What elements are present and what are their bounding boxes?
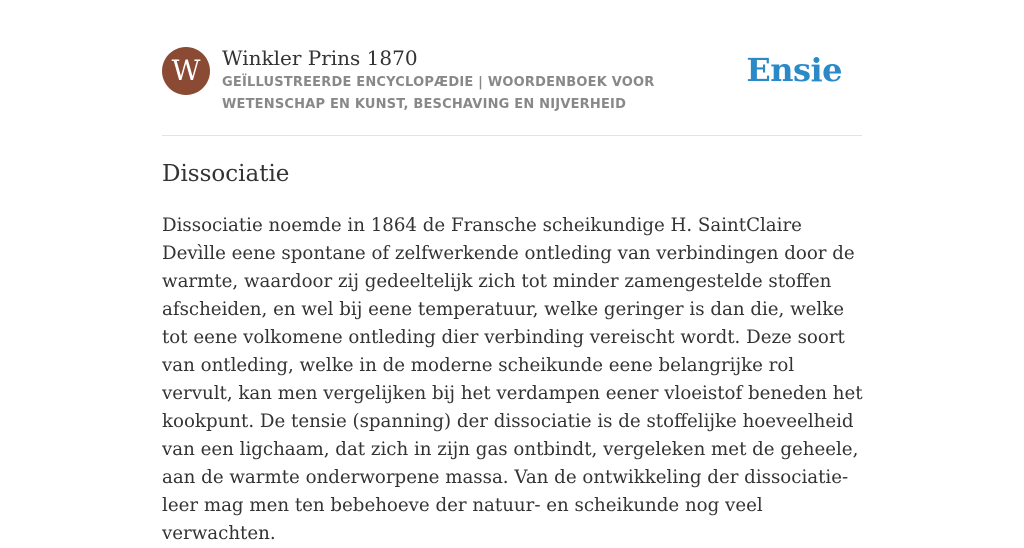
entry-title: Dissociatie: [162, 161, 290, 187]
entry-body: Dissociatie noemde in 1864 de Fransche scheikundige H. SaintClaire Devìlle eene spontane of zelfwerkende ontleding van verbindingen door de warmte, waardoor zij gedeeltelijk zich tot minder zamengestelde stoffen afscheiden, en wel bij eene temperatuur, welke geringer is dan die, welke tot eene volkomene ontleding dier verbinding vereischt wordt. Deze soort van ontleding, welke in de moderne scheikunde eene belangrijke rol vervult, kan men vergelijken bij het verdampen eener vloeistof beneden het kookpunt. De tensie (spanning) der dissociatie is de stoffelijke hoeveelheid van een ligchaam, dat zich in zijn gas ontbindt, vergeleken met de geheele, aan de warmte onderworpene massa. Van de ontwikkeling der dissociatie-leer mag men ten bebehoeve der natuur- en scheikunde nog veel verwachten.: [162, 215, 863, 544]
ensie-logo[interactable]: Ensie: [746, 51, 842, 89]
header-divider: [162, 135, 862, 136]
source-title[interactable]: Winkler Prins 1870: [222, 46, 418, 70]
source-avatar[interactable]: W: [162, 47, 210, 95]
source-header: [162, 46, 862, 116]
source-subtitle: GEÏLLUSTREERDE ENCYCLOPÆDIE | WOORDENBOEK VOOR WETENSCHAP EN KUNST, BESCHAVING EN NIJVERHEID: [222, 75, 655, 112]
